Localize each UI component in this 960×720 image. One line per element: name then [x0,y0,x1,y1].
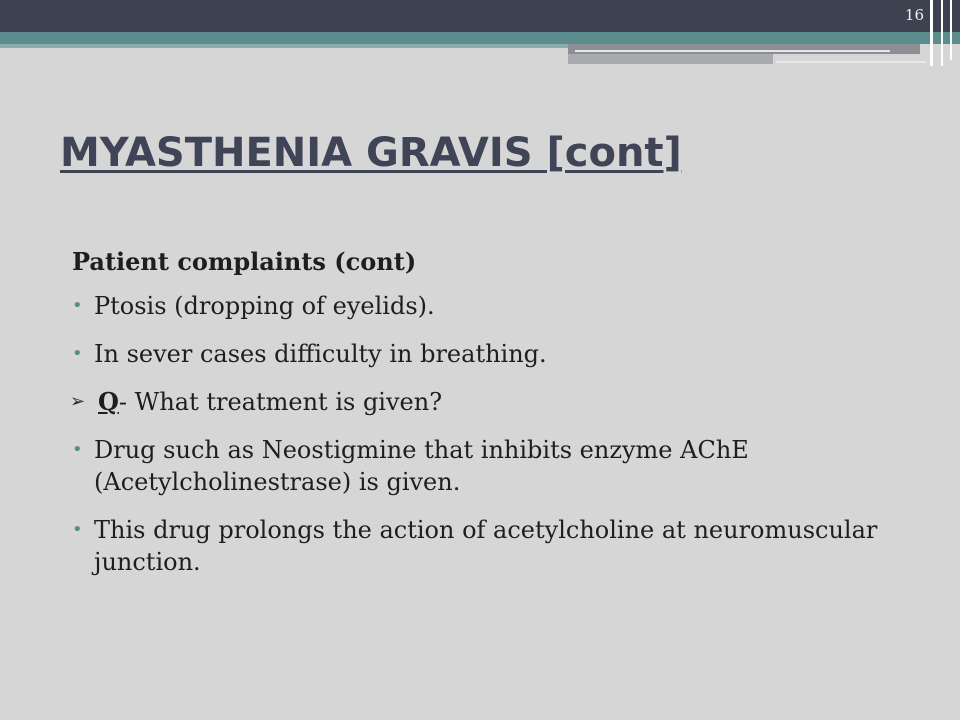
header-band-dark [0,0,960,32]
list-item-text: Ptosis (dropping of eyelids). [94,292,435,320]
question-label: Q [98,387,119,416]
header-accent-line-lower [776,61,926,63]
header-vertical-line [950,0,952,60]
arrow-bullet-icon: ➢ [70,391,86,412]
page-number: 16 [904,6,924,24]
list-item-question [72,386,932,418]
header-band-light-teal [0,44,568,48]
slide-body [72,246,932,594]
question-text: - What treatment is given? [118,388,443,416]
bullet-dot-icon: • [72,519,83,540]
slide-title: MYASTHENIA GRAVIS [cont] [60,130,682,176]
header-vertical-line [930,0,933,66]
list-item-text: In sever cases difficulty in breathing. [94,340,547,368]
list-item [72,338,932,370]
list-item [72,514,932,578]
list-item-text: Drug such as Neostigmine that inhibits enzyme AChE (Acetylcholinestrase) is given. [94,436,749,496]
header-band-gray [568,44,920,54]
list-item [72,434,932,498]
header-band-teal [0,32,960,44]
bullet-list [72,290,932,578]
subheading: Patient complaints (cont) [72,247,417,276]
bullet-dot-icon: • [72,343,83,364]
list-item-text: This drug prolongs the action of acetylcholine at neuromuscular junction. [94,516,878,576]
list-item [72,290,932,322]
header-vertical-line [941,0,943,66]
header-accent-line [575,50,890,52]
bullet-dot-icon: • [72,295,83,316]
bullet-dot-icon: • [72,439,83,460]
header-band-gray-light [568,54,773,64]
